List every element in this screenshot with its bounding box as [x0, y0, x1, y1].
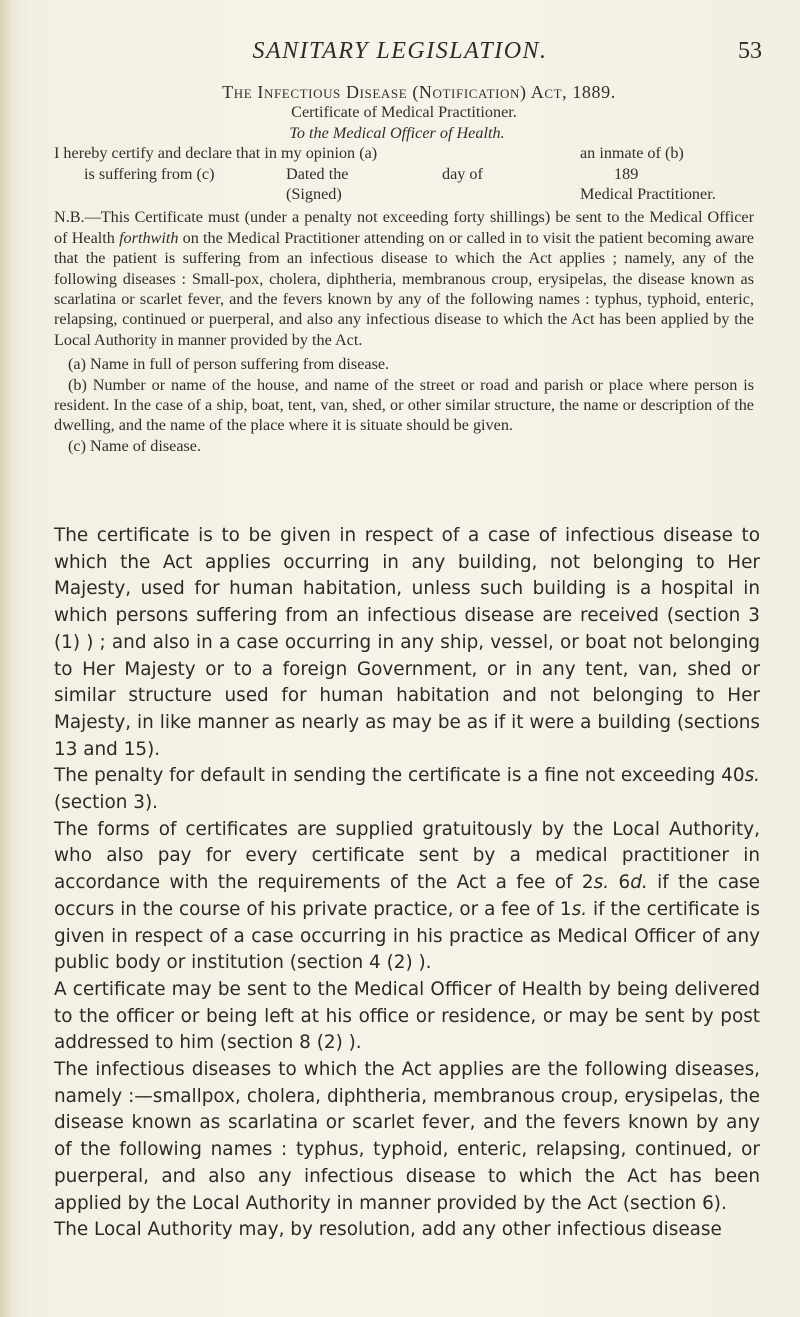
day-of-text: day of	[442, 164, 483, 183]
binding-shadow	[0, 0, 12, 1317]
paragraph-2	[54, 763, 760, 816]
p2-shillings: s.	[744, 765, 760, 787]
certificate-form	[54, 82, 754, 456]
p2-part-b: (section 3).	[54, 792, 158, 814]
main-text	[54, 523, 760, 1244]
p2-part-a: The penalty for default in sending the certificate is a fine not exceeding 40	[54, 765, 745, 787]
running-title: SANITARY LEGISLATION.	[252, 38, 548, 64]
paragraph-1: The certificate is to be given in respect of a case of infectious disease to which the Act applies occurring in any building, not belonging to Her Majesty, used for human habitation, unless such building is a hospital in which persons suffering from an infectious disease are received (section 3 (1) ) ; and also in a case occurring in any ship, vessel, or boat not belonging to Her Majesty or to a foreign Government, or in any tent, van, shed or similar structure used for human habitation and not belonging to Her Majesty, in like manner as nearly as may be as if it were a building (sections 13 and 15).	[54, 525, 760, 760]
footnote-c: (c) Name of disease.	[68, 436, 202, 455]
certificate-addressee: To the Medical Officer of Health.	[289, 123, 505, 142]
nota-bene-italic: forthwith	[119, 228, 179, 247]
certificate-line-1	[54, 143, 754, 163]
footnote-b: (b) Number or name of the house, and name of the street or road and parish or place where person is resident. In the case of a ship, boat, tent, van, shed, or other similar structure, the name or description of the dwelling, and the name of the place where it is situate should be given.	[54, 375, 754, 435]
certificate-line-3	[54, 184, 754, 204]
footnote-a: (a) Name in full of person suffering from disease.	[68, 355, 390, 374]
paragraph-6: The Local Authority may, by resolution, add any other infectious disease	[54, 1219, 722, 1241]
paragraph-4: A certificate may be sent to the Medical Officer of Health by being delivered to the officer or being left at his office or residence, or may be sent by post addressed to him (section 8 (2) ).	[54, 978, 760, 1054]
year-text: 189	[614, 164, 639, 183]
practitioner-text: Medical Practitioner.	[580, 185, 716, 203]
paragraph-5: The infectious diseases to which the Act applies are the following diseases, namely :—smallpox, cholera, diphtheria, membranous croup, erysipelas, the disease known as scarlatina or scarlet fever, and the fevers known by any of the following names : typhus, typhoid, enteric, relapsing, continued, or puerperal, and also any infectious disease to which the Act has been applied by the Local Authority in manner provided by the Act (section 6).	[54, 1059, 760, 1214]
paragraph-3	[54, 817, 760, 977]
nota-bene-end: on the Medical Practitioner attending on or called in to visit the patient becoming aware that the patient is suffering from an infectious disease to which the Act applies ; namely, any of the following diseases : Small-pox, cholera, diphtheria, membranous croup, erysipelas, the disease known as scarlatina or scarlet fever, and the fevers known by any of the following names : typhus, typhoid, enteric, relapsing, continued or puerperal, and also any infectious disease to which the Act has been applied by the Local Authority in manner provided by the Act.	[54, 228, 754, 349]
running-head	[0, 38, 800, 74]
p3-part-b: 6	[609, 872, 631, 894]
inmate-text: an inmate of (b)	[580, 144, 684, 163]
dated-text: Dated the	[286, 164, 349, 183]
certificate-line-2	[54, 164, 754, 184]
suffering-text: is suffering from (c)	[84, 164, 215, 183]
page-number: 53	[738, 38, 762, 64]
p3-shillings-1: s.	[593, 872, 610, 894]
p3-pence: d.	[630, 872, 648, 894]
p3-shillings-2: s.	[571, 898, 588, 920]
p3-part-e: if the certificate is given in respect of a case occurring in his practice as Medical Officer of any public body or institution (section 4 (2) ).	[54, 898, 761, 974]
p3-part-a: The forms of certificates are supplied gratuitously by the Local Authority, who also pay for every certificate sent by a medical practitioner in accordance with the requirements of the Act a fee of 2	[54, 818, 760, 894]
certify-text: I hereby certify and declare that in my opinion (a)	[54, 144, 378, 163]
certificate-subtitle: Certificate of Medical Practitioner.	[291, 103, 517, 122]
nota-bene-start: N.B.—This Certificate must (under a penalty not exceeding forty shillings) be sent to the Medical Officer of Health	[54, 208, 754, 247]
certificate-title: The Infectious Disease (Notification) Act, 1889.	[222, 82, 616, 102]
p3-part-c: if the case occurs in the course of his private practice, or a fee of 1	[54, 872, 760, 920]
nota-bene	[54, 207, 754, 350]
signed-text: (Signed)	[286, 185, 342, 203]
